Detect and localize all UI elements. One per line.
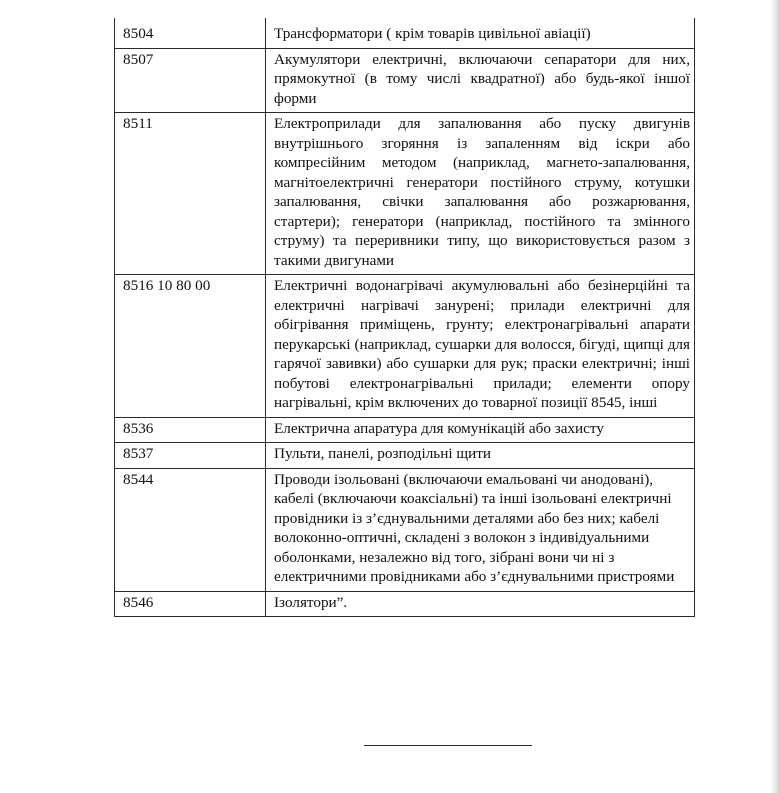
goods-description-cell: Електричні водонагрівачі акумулювальні або безінерційні та електричні нагрівачі занурені; прилади електричні для обігрівання приміщень, грунту; електронагрівальні апарати перукарські (наприклад, сушарки для волосся, бігуді, щипці для гарячої завивки) або сушарки для рук; праски електричні; інші побутові електронагрівальні прилади; елементи опору нагрівальні, крім включених до товарної позиції 8545, інші — [266, 275, 695, 418]
goods-code-cell: 8507 — [115, 48, 266, 113]
footnote-separator-line — [364, 745, 532, 746]
table-row — [115, 275, 695, 418]
goods-description-cell: Електроприлади для запалювання або пуску двигунів внутрішнього згоряння із запаленням від іскри або компресійним методом (наприклад, магнето-запалювання, магнітоелектричні генератори постійного струму, котушки запалювання, свічки запалювання або розжарювання, стартери); генератори (наприклад, постійного та змінного струму) та переривники типу, що використовується разом з такими двигунами — [266, 113, 695, 275]
table-row — [115, 468, 695, 591]
goods-code-cell: 8504 — [115, 18, 266, 48]
goods-description-cell: Акумулятори електричні, включаючи сепаратори для них, прямокутної (в тому числі квадратної) або будь-якої іншої форми — [266, 48, 695, 113]
goods-code-cell: 8516 10 80 00 — [115, 275, 266, 418]
goods-code-table — [114, 18, 695, 617]
goods-code-cell: 8537 — [115, 443, 266, 469]
goods-description-cell: Трансформатори ( крім товарів цивільної авіації) — [266, 18, 695, 48]
table-row — [115, 113, 695, 275]
page-edge-shadow — [770, 0, 780, 793]
table-row — [115, 591, 695, 617]
table-row — [115, 18, 695, 48]
goods-description-cell: Електрична апаратура для комунікацій або захисту — [266, 417, 695, 443]
goods-code-cell: 8546 — [115, 591, 266, 617]
table-row — [115, 48, 695, 113]
goods-description-cell: Ізолятори”. — [266, 591, 695, 617]
goods-description-cell: Пульти, панелі, розподільні щити — [266, 443, 695, 469]
goods-description-cell: Проводи ізольовані (включаючи емальовані чи анодовані), кабелі (включаючи коаксіальні) та інші ізольовані електричні провідники із з’єднувальними деталями або без них; кабелі волоконно-оптичні, складені з волокон з індивідуальними оболонками, незалежно від того, зібрані вони чи ні з електричними провідниками або з’єднувальними пристроями — [266, 468, 695, 591]
goods-code-cell: 8511 — [115, 113, 266, 275]
table-row — [115, 443, 695, 469]
table-row — [115, 417, 695, 443]
goods-code-cell: 8544 — [115, 468, 266, 591]
goods-code-cell: 8536 — [115, 417, 266, 443]
